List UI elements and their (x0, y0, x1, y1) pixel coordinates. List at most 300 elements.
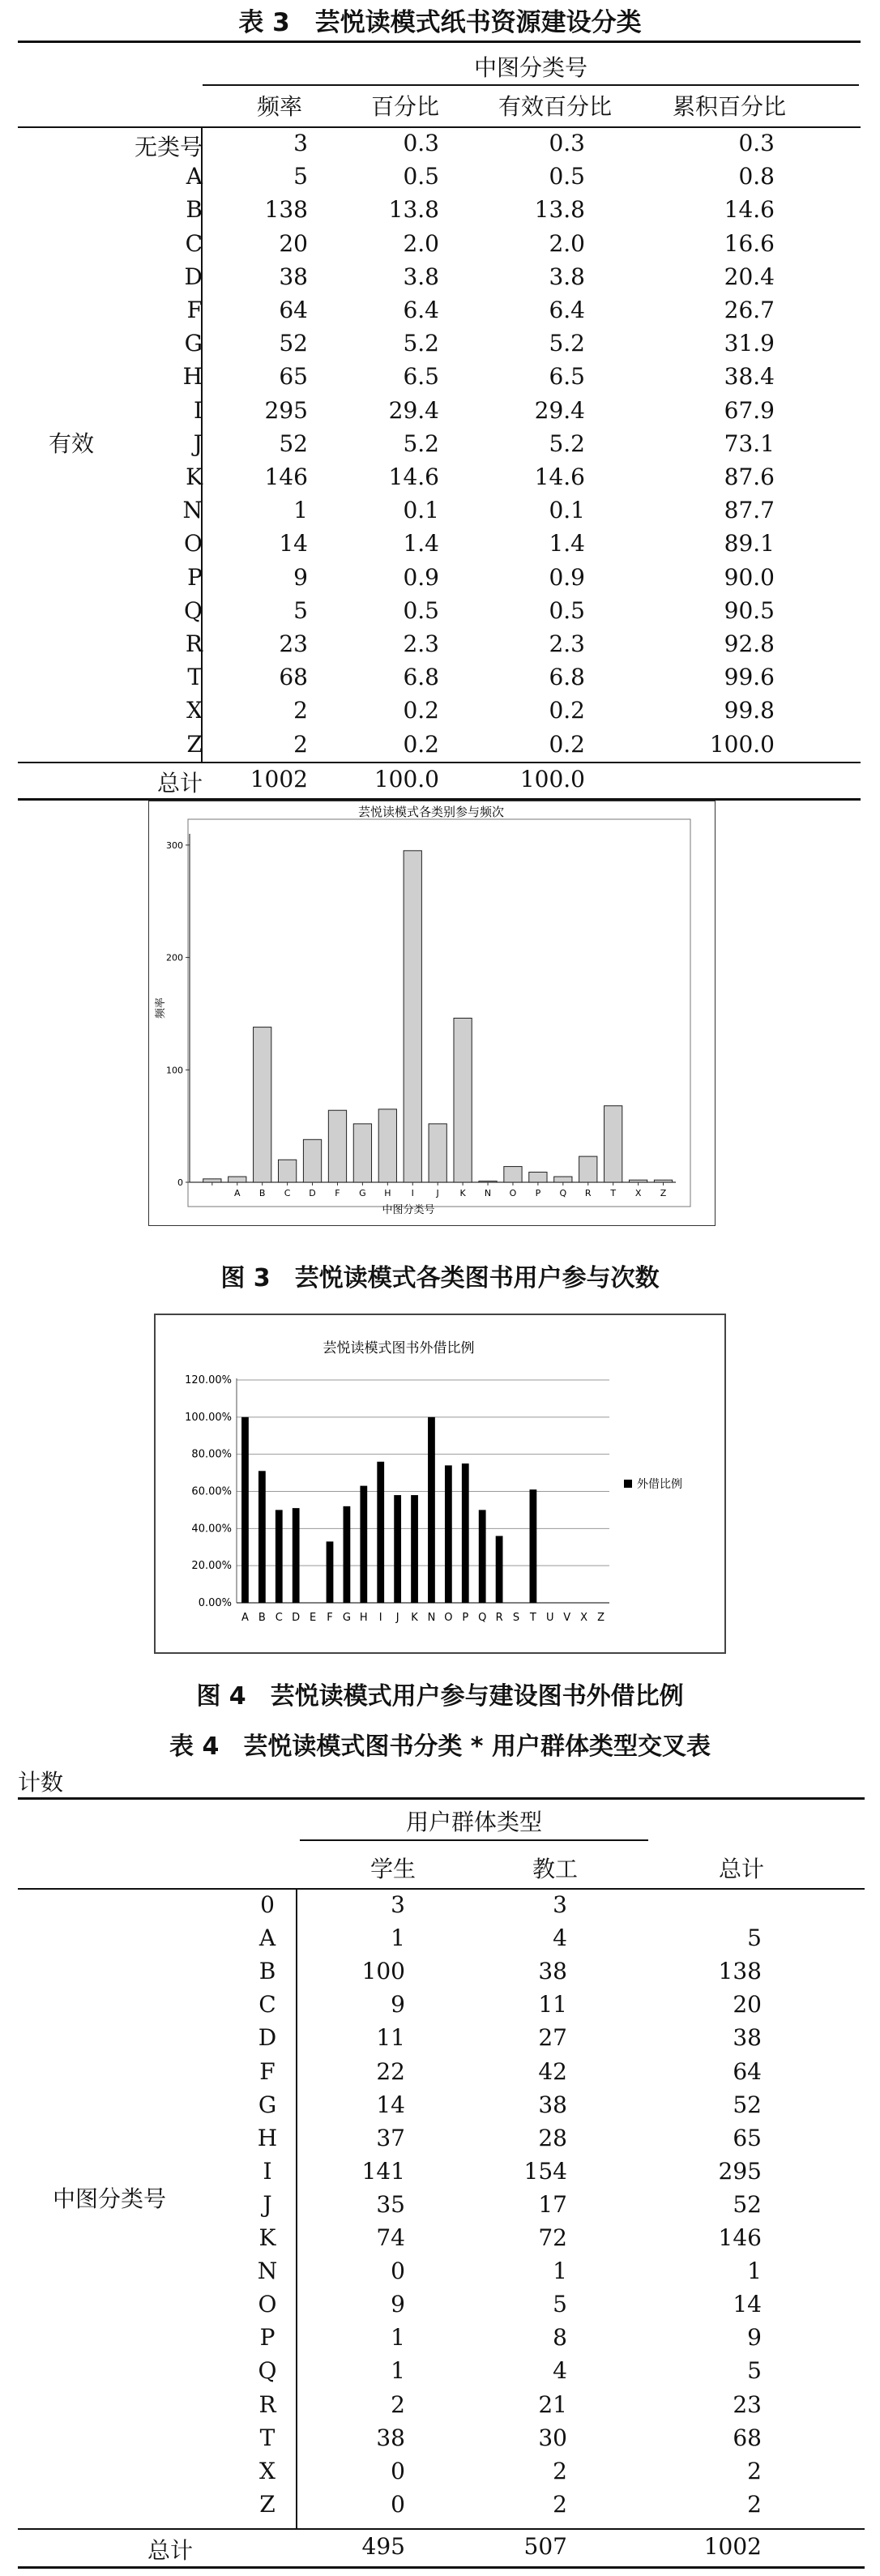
table4-row-student: 22 (376, 2057, 405, 2085)
table4-row-total: 5 (747, 2357, 762, 2385)
table4-row-staff: 5 (553, 2291, 567, 2318)
figure3-caption: 图 3 芸悦读模式各类图书用户参与次数 (220, 1264, 660, 1292)
table3-row-valid: 0.1 (549, 497, 585, 524)
table4-row-total: 138 (718, 1958, 762, 1985)
table4-row-total: 2 (747, 2490, 762, 2518)
table4-total-student: 495 (361, 2533, 405, 2560)
table3-row-pct: 0.3 (403, 130, 439, 156)
figure4-chart (156, 1315, 724, 1652)
y-axis-label: 频率 (155, 997, 167, 1019)
x-tick-label: F (327, 1612, 333, 1624)
table4-total-rule (18, 2528, 865, 2530)
table3-row-freq: 5 (293, 596, 308, 624)
table4-col-staff: 教工 (532, 1856, 578, 1882)
bar (276, 1510, 283, 1603)
y-tick-label: 60.00% (191, 1485, 232, 1498)
x-tick-label: R (495, 1612, 503, 1624)
x-tick-label: T (610, 1188, 617, 1198)
table3-row-freq: 65 (279, 363, 308, 391)
bar (327, 1541, 334, 1603)
table3-row-class: H (182, 363, 203, 391)
x-tick-label: P (535, 1188, 541, 1198)
bar (303, 1139, 321, 1182)
table4-row-total: 23 (733, 2390, 762, 2418)
table3-row-class: X (186, 697, 203, 724)
table3-row-cum: 20.4 (724, 263, 775, 290)
bar (344, 1506, 351, 1603)
table3-top-rule (18, 41, 861, 43)
table4-row-staff: 38 (538, 1958, 567, 1985)
table3-row-pct: 0.5 (403, 596, 439, 624)
table3-group-header: 中图分类号 (473, 54, 587, 81)
table4-row-staff: 8 (553, 2324, 567, 2352)
table4-row-staff: 4 (553, 2357, 567, 2385)
table3-total-valid: 100.0 (519, 766, 585, 792)
table3-row-pct: 0.2 (403, 697, 439, 724)
x-tick-label: X (580, 1612, 588, 1624)
table4-row-staff: 17 (538, 2190, 567, 2218)
y-tick-label: 200 (166, 952, 183, 963)
table3-row-class: B (186, 196, 203, 224)
figure4-frame (154, 1314, 726, 1654)
table3-row-valid: 6.4 (549, 297, 585, 323)
table4-row-class: A (258, 1925, 276, 1952)
table3-row-freq: 38 (279, 263, 308, 290)
table3-row-valid: 0.9 (549, 563, 585, 591)
table3-row-freq: 52 (279, 429, 308, 457)
table3-row-pct: 2.0 (403, 229, 439, 257)
table4-row-staff: 11 (538, 1991, 567, 2019)
x-tick-label: G (342, 1612, 351, 1624)
table3-row-cum: 99.6 (724, 664, 775, 691)
bar (429, 1124, 446, 1182)
table3-column-header: 有效百分比 (498, 93, 612, 120)
table4-row-staff: 30 (538, 2424, 567, 2451)
table3-row-pct: 13.8 (388, 196, 439, 224)
x-tick-label: Z (597, 1612, 604, 1624)
x-tick-label: S (512, 1612, 520, 1624)
table4-row-class: 0 (260, 1891, 275, 1918)
table3-row-freq: 23 (279, 630, 308, 657)
table4-row-total: 1 (747, 2258, 762, 2285)
table3-row-valid: 2.3 (549, 630, 585, 657)
table3-row-cum: 26.7 (724, 297, 775, 323)
table3-row-freq: 14 (279, 530, 308, 557)
x-tick-label: C (275, 1612, 283, 1624)
table3-row-cum: 0.8 (738, 163, 775, 190)
table4-bottom-rule (18, 2566, 865, 2569)
bar (241, 1417, 249, 1603)
x-tick-label: J (436, 1188, 439, 1198)
bar (377, 1462, 384, 1603)
x-tick-label: A (233, 1188, 241, 1198)
table3-row-cum: 73.1 (724, 429, 775, 457)
bar (203, 1179, 221, 1182)
table3-row-class: Z (186, 730, 203, 758)
bar (404, 851, 421, 1182)
table3-row-freq: 3 (293, 130, 308, 156)
y-tick-label: 0.00% (198, 1597, 232, 1609)
table3-row-pct: 5.2 (403, 429, 439, 457)
table3-total-rule (18, 762, 861, 763)
y-tick-label: 300 (166, 839, 183, 851)
table3-row-valid: 13.8 (534, 196, 585, 224)
y-tick-label: 20.00% (191, 1560, 232, 1573)
x-tick-label: D (292, 1612, 301, 1624)
table3-row-freq: 9 (293, 563, 308, 591)
table3-row-freq: 5 (293, 163, 308, 190)
table3-row-pct: 0.5 (403, 163, 439, 190)
table3-row-cum: 90.0 (724, 563, 775, 591)
table4-row-student: 35 (376, 2190, 405, 2218)
x-tick-label: Q (559, 1188, 567, 1198)
table4-row-class: T (259, 2424, 276, 2451)
table4-col-total: 总计 (718, 1856, 764, 1882)
table3-row-cum: 16.6 (724, 229, 775, 257)
bar (530, 1489, 537, 1603)
figure4-caption: 图 4 芸悦读模式用户参与建设图书外借比例 (196, 1682, 684, 1711)
table4-row-total: 14 (733, 2291, 762, 2318)
table3-row-freq: 295 (264, 396, 308, 424)
table4-row-student: 74 (376, 2224, 405, 2251)
table3-row-freq: 1 (293, 497, 308, 524)
table3-row-valid: 2.0 (549, 229, 585, 257)
table3-row-cum: 99.8 (724, 697, 775, 724)
table3-row-class: G (184, 330, 203, 357)
y-tick-label: 100 (166, 1065, 183, 1076)
table3-row-freq: 64 (279, 297, 308, 323)
table3-row-class: R (185, 630, 203, 657)
x-tick-label: V (563, 1612, 571, 1624)
y-tick-label: 100.00% (185, 1411, 232, 1424)
x-tick-label: R (584, 1188, 592, 1198)
table3-header-rule (18, 126, 861, 128)
table3-row-valid: 5.2 (549, 429, 585, 457)
bar (462, 1463, 469, 1603)
x-tick-label: K (459, 1188, 466, 1198)
table4-row-class: O (258, 2291, 277, 2318)
table3-row-pct: 6.8 (403, 664, 439, 691)
table4-row-staff: 2 (553, 2490, 567, 2518)
table4-row-student: 0 (391, 2490, 405, 2518)
table3-row-pct: 6.4 (403, 297, 439, 323)
bar (479, 1510, 486, 1603)
x-axis-label: 中图分类号 (382, 1204, 435, 1216)
bar (454, 1018, 472, 1182)
table4-row-total: 146 (718, 2224, 762, 2251)
table4-row-class: Z (259, 2490, 276, 2518)
table3-row-cum: 87.6 (724, 464, 775, 490)
x-tick-label: P (462, 1612, 469, 1624)
table3-row-class: C (185, 229, 203, 257)
x-tick-label: O (509, 1188, 517, 1198)
table3-row-pct: 0.2 (403, 730, 439, 758)
table3-row-freq: 138 (264, 196, 308, 224)
table4-row-total: 65 (733, 2124, 762, 2151)
table3-column-header: 频率 (256, 93, 302, 120)
x-tick-label: F (335, 1188, 340, 1198)
chart-title: 芸悦读模式图书外借比例 (323, 1340, 475, 1356)
table4-row-total: 9 (747, 2324, 762, 2352)
table3-row-pct: 29.4 (388, 396, 439, 424)
table4-row-student: 3 (391, 1891, 405, 1918)
table4-row-label: 中图分类号 (53, 2185, 167, 2212)
table3-row-class: 无类号 (134, 134, 203, 160)
bar (394, 1495, 401, 1603)
table4-row-staff: 3 (553, 1891, 567, 1918)
bar (579, 1156, 597, 1182)
bar (411, 1495, 418, 1603)
table4-row-total: 68 (733, 2424, 762, 2451)
table4-row-class: P (259, 2324, 276, 2352)
table3-row-valid: 1.4 (549, 530, 585, 557)
table4-subheader-rule (300, 1839, 648, 1841)
legend-label: 外借比例 (637, 1478, 682, 1491)
table3-row-valid: 3.8 (549, 263, 585, 290)
table4-row-staff: 1 (553, 2258, 567, 2285)
bar (328, 1110, 346, 1182)
table3-row-class: I (193, 396, 203, 424)
table3-row-valid: 0.5 (549, 596, 585, 624)
table3-row-cum: 67.9 (724, 396, 775, 424)
table3-row-class: T (187, 664, 203, 691)
table3-row-cum: 89.1 (724, 530, 775, 557)
table3-row-pct: 6.5 (403, 363, 439, 391)
table4-row-total: 52 (733, 2091, 762, 2118)
table3-row-cum: 92.8 (724, 630, 775, 657)
table3-row-freq: 68 (279, 664, 308, 691)
table3-row-cum: 38.4 (724, 363, 775, 391)
table3-column-header: 百分比 (370, 93, 439, 120)
table4-row-class: F (259, 2057, 276, 2085)
table4-row-class: B (258, 1958, 276, 1985)
table3-total-freq: 1002 (250, 766, 308, 792)
table4-row-total: 5 (747, 1925, 762, 1952)
chart-title: 芸悦读模式各类别参与频次 (357, 805, 505, 819)
bar (445, 1465, 452, 1603)
table4-row-total: 38 (733, 2024, 762, 2052)
table4-total-label: 总计 (147, 2537, 193, 2564)
table4-row-student: 38 (376, 2424, 405, 2451)
x-tick-label: D (309, 1188, 316, 1198)
table3-row-class: J (193, 429, 203, 457)
bar (496, 1536, 503, 1604)
bar (254, 1027, 271, 1182)
bar (629, 1180, 647, 1182)
table3-row-valid: 5.2 (549, 330, 585, 357)
table4-row-class: N (257, 2258, 278, 2285)
table4-row-staff: 2 (553, 2457, 567, 2484)
table3-row-cum: 90.5 (724, 596, 775, 624)
table3-column-header: 累积百分比 (672, 93, 786, 120)
table4-total-total: 1002 (703, 2533, 762, 2560)
table4-row-class: J (263, 2190, 272, 2218)
bar (293, 1508, 300, 1603)
bar (529, 1173, 547, 1182)
bar (604, 1106, 622, 1182)
table3-row-pct: 0.1 (403, 497, 439, 524)
table3-row-valid: 0.2 (549, 730, 585, 758)
table4-row-staff: 27 (538, 2024, 567, 2052)
table3-row-class: K (186, 464, 203, 490)
table4-divider (296, 1888, 297, 2528)
table4-row-student: 1 (391, 2324, 405, 2352)
table4-row-student: 100 (361, 1958, 405, 1985)
x-tick-label: X (634, 1188, 642, 1198)
table3-total-label: 总计 (156, 770, 203, 797)
table3-row-freq: 20 (279, 229, 308, 257)
x-tick-label: I (411, 1188, 414, 1198)
bar (229, 1177, 246, 1182)
x-tick-label: G (359, 1188, 366, 1198)
figure3-chart (149, 801, 714, 1224)
table4-row-staff: 4 (553, 1925, 567, 1952)
table4-row-student: 0 (391, 2258, 405, 2285)
table3-row-cum: 14.6 (724, 196, 775, 224)
table3-row-freq: 52 (279, 330, 308, 357)
table3-subheader-rule (203, 84, 859, 86)
table3-row-valid: 14.6 (534, 464, 585, 490)
table3-caption: 表 3 芸悦读模式纸书资源建设分类 (238, 8, 642, 37)
x-tick-label: Q (478, 1612, 487, 1624)
table3-row-class: O (184, 530, 203, 557)
table4-row-class: G (258, 2091, 277, 2118)
table3-row-pct: 14.6 (388, 464, 439, 490)
table3-row-valid: 0.3 (549, 130, 585, 156)
table4-row-student: 9 (391, 2291, 405, 2318)
table3-row-class: A (186, 163, 203, 190)
table3-valid-label: 有效 (49, 430, 95, 457)
x-tick-label: Z (660, 1188, 667, 1198)
table3-row-pct: 3.8 (403, 263, 439, 290)
x-tick-label: B (258, 1188, 266, 1198)
table4-col-student: 学生 (370, 1856, 416, 1882)
x-tick-label: E (309, 1612, 317, 1624)
bar (428, 1417, 435, 1603)
y-tick-label: 120.00% (185, 1374, 232, 1386)
bar (258, 1471, 266, 1603)
bar (479, 1181, 497, 1182)
x-tick-label: N (484, 1188, 492, 1198)
table4-row-staff: 21 (538, 2390, 567, 2418)
table3-row-cum: 100.0 (709, 730, 775, 758)
table4-row-staff: 154 (523, 2157, 567, 2185)
table4-row-student: 14 (376, 2091, 405, 2118)
table3-row-valid: 6.5 (549, 363, 585, 391)
table4-row-student: 37 (376, 2124, 405, 2151)
x-tick-label: K (411, 1612, 418, 1624)
table3-row-class: N (182, 497, 203, 524)
x-tick-label: I (378, 1612, 382, 1624)
table4-row-student: 1 (391, 1925, 405, 1952)
table3-row-pct: 1.4 (403, 530, 439, 557)
table4-row-class: D (258, 2024, 277, 2052)
bar (360, 1486, 367, 1603)
table4-row-total: 2 (747, 2457, 762, 2484)
table4-row-student: 11 (376, 2024, 405, 2052)
table3-row-valid: 6.8 (549, 664, 585, 691)
table3-row-valid: 0.5 (549, 163, 585, 190)
table4-row-total: 295 (718, 2157, 762, 2185)
table4-row-class: C (258, 1991, 276, 2019)
bar (378, 1109, 396, 1182)
table4-row-total: 52 (733, 2190, 762, 2218)
table4-row-total: 20 (733, 1991, 762, 2019)
table3-row-pct: 2.3 (403, 630, 439, 657)
table4-header-rule (18, 1888, 865, 1890)
table3-row-class: P (187, 563, 203, 591)
table4-count-label: 计数 (18, 1769, 64, 1796)
x-tick-label: H (359, 1612, 368, 1624)
bar (504, 1167, 522, 1182)
table4-row-staff: 42 (538, 2057, 567, 2085)
x-tick-label: A (241, 1612, 249, 1624)
x-tick-label: H (384, 1188, 391, 1198)
bar (278, 1160, 296, 1182)
y-tick-label: 80.00% (191, 1448, 232, 1461)
table3-total-pct: 100.0 (374, 766, 439, 792)
table3-row-cum: 31.9 (724, 330, 775, 357)
table4-row-student: 9 (391, 1991, 405, 2019)
table3-row-valid: 29.4 (534, 396, 585, 424)
x-tick-label: J (395, 1612, 399, 1624)
table3-row-pct: 0.9 (403, 563, 439, 591)
table3-row-class: F (186, 297, 203, 323)
bar (554, 1177, 572, 1182)
table4-row-class: H (257, 2124, 278, 2151)
table4-row-class: R (258, 2390, 276, 2418)
y-tick-label: 40.00% (191, 1523, 232, 1536)
table4-row-class: K (258, 2224, 276, 2251)
table3-row-cum: 87.7 (724, 497, 775, 524)
x-tick-label: B (258, 1612, 266, 1624)
table4-row-student: 1 (391, 2357, 405, 2385)
table4-row-staff: 72 (538, 2224, 567, 2251)
x-tick-label: O (444, 1612, 453, 1624)
table4-row-student: 0 (391, 2457, 405, 2484)
table4-row-student: 141 (361, 2157, 405, 2185)
table3-row-valid: 0.2 (549, 697, 585, 724)
table4-row-class: X (259, 2457, 276, 2484)
bar (353, 1124, 371, 1182)
table3-row-class: Q (184, 596, 203, 624)
table3-row-freq: 2 (293, 697, 308, 724)
table4-total-staff: 507 (523, 2533, 567, 2560)
table4-row-class: I (263, 2157, 272, 2185)
x-tick-label: N (427, 1612, 436, 1624)
y-tick-label: 0 (177, 1177, 183, 1188)
table3-row-class: D (184, 263, 203, 290)
bar (654, 1180, 672, 1182)
table3-row-freq: 2 (293, 730, 308, 758)
table3-row-freq: 146 (264, 464, 308, 490)
x-tick-label: T (529, 1612, 536, 1624)
x-tick-label: C (284, 1188, 291, 1198)
table4-row-total: 64 (733, 2057, 762, 2085)
table4-top-rule (18, 1797, 865, 1800)
table3-row-pct: 5.2 (403, 330, 439, 357)
table4-row-staff: 38 (538, 2091, 567, 2118)
table3-row-cum: 0.3 (738, 130, 775, 156)
table4-caption: 表 4 芸悦读模式图书分类 * 用户群体类型交叉表 (169, 1732, 711, 1761)
figure3-frame (148, 801, 716, 1226)
table4-row-staff: 28 (538, 2124, 567, 2151)
table4-group-header: 用户群体类型 (405, 1809, 542, 1835)
x-tick-label: U (546, 1612, 554, 1624)
table4-row-class: Q (258, 2357, 277, 2385)
table4-row-student: 2 (391, 2390, 405, 2418)
legend-swatch (624, 1480, 632, 1488)
